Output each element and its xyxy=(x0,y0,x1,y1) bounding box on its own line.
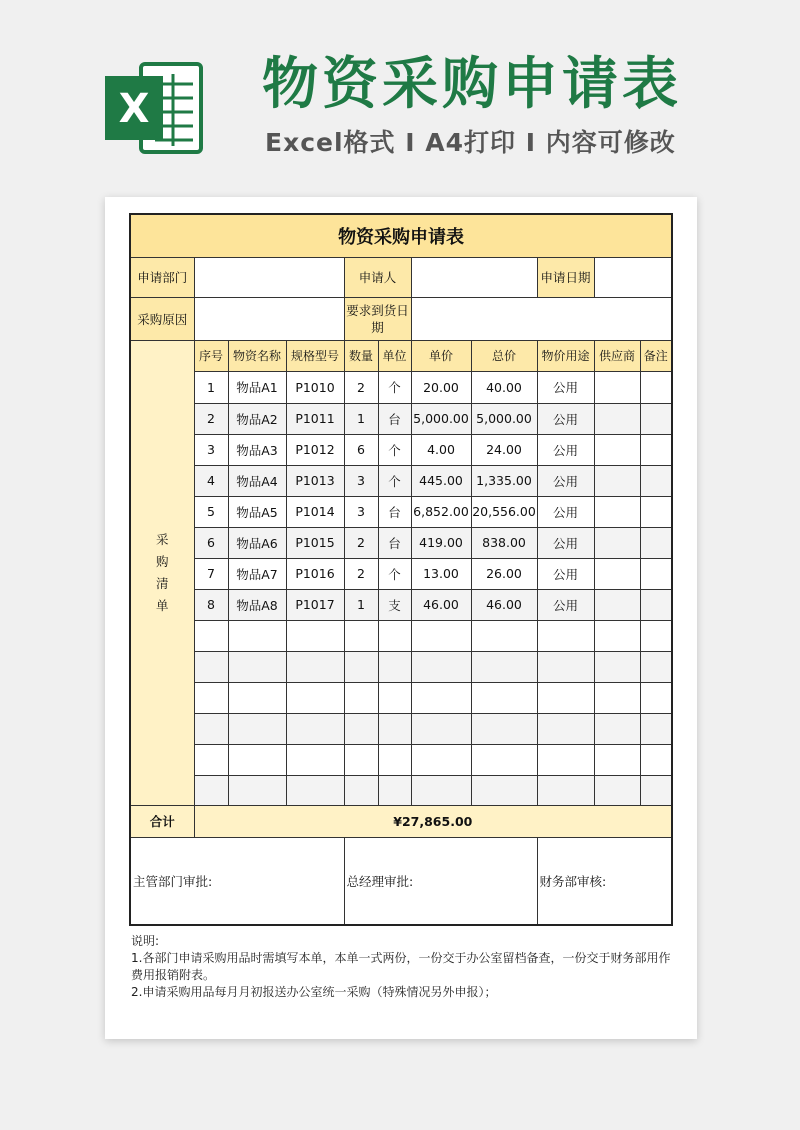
dept-label: 申请部门 xyxy=(130,257,194,297)
table-cell[interactable]: P1014 xyxy=(286,496,344,527)
table-cell[interactable]: 5,000.00 xyxy=(411,403,471,434)
notes-line-2: 2.申请采购用品每月月初报送办公室统一采购（特殊情况另外申报）； xyxy=(131,985,497,999)
table-cell[interactable]: 个 xyxy=(378,371,411,403)
table-row xyxy=(130,434,672,465)
total-value: ¥27,865.00 xyxy=(194,805,672,837)
table-cell[interactable] xyxy=(537,744,594,775)
table-cell[interactable] xyxy=(411,744,471,775)
table-cell[interactable] xyxy=(228,620,286,651)
table-row xyxy=(130,620,672,651)
table-cell[interactable] xyxy=(194,620,228,651)
table-cell[interactable]: 1 xyxy=(194,371,228,403)
table-cell[interactable] xyxy=(640,620,672,651)
table-cell[interactable]: 支 xyxy=(378,589,411,620)
table-cell[interactable]: 838.00 xyxy=(471,527,537,558)
col-header: 物价用途 xyxy=(537,340,594,371)
table-cell[interactable] xyxy=(594,465,640,496)
table-cell[interactable] xyxy=(594,371,640,403)
table-cell[interactable] xyxy=(194,682,228,713)
notes xyxy=(131,933,676,1001)
table-cell[interactable] xyxy=(640,651,672,682)
table-cell[interactable] xyxy=(411,651,471,682)
table-cell[interactable] xyxy=(194,651,228,682)
table-cell[interactable] xyxy=(640,403,672,434)
table-cell[interactable]: 公用 xyxy=(537,403,594,434)
table-cell[interactable]: 6 xyxy=(344,434,378,465)
table-cell[interactable] xyxy=(594,589,640,620)
col-header: 供应商 xyxy=(594,340,640,371)
table-cell[interactable]: 4 xyxy=(194,465,228,496)
table-cell[interactable]: 公用 xyxy=(537,589,594,620)
col-header: 备注 xyxy=(640,340,672,371)
table-cell[interactable]: 8 xyxy=(194,589,228,620)
col-header: 数量 xyxy=(344,340,378,371)
table-cell[interactable] xyxy=(471,713,537,744)
notes-line-1: 1.各部门申请采购用品时需填写本单，本单一式两份，一份交于办公室留档备查，一份交于财务部用作费用报销附表。 xyxy=(131,951,671,982)
table-cell[interactable] xyxy=(640,682,672,713)
table-cell[interactable]: 台 xyxy=(378,496,411,527)
table-cell[interactable]: 物品A3 xyxy=(228,434,286,465)
col-header: 规格型号 xyxy=(286,340,344,371)
date-label: 申请日期 xyxy=(537,257,594,297)
table-row xyxy=(130,403,672,434)
table-cell[interactable]: 1,335.00 xyxy=(471,465,537,496)
table-cell[interactable] xyxy=(194,744,228,775)
col-header: 序号 xyxy=(194,340,228,371)
table-cell[interactable] xyxy=(537,620,594,651)
table-cell[interactable] xyxy=(640,371,672,403)
table-cell[interactable]: 物品A2 xyxy=(228,403,286,434)
table-cell[interactable] xyxy=(594,558,640,589)
table-row xyxy=(130,589,672,620)
table-cell[interactable] xyxy=(640,465,672,496)
table-cell[interactable] xyxy=(594,713,640,744)
table-cell[interactable]: 1 xyxy=(344,403,378,434)
table-cell[interactable] xyxy=(286,620,344,651)
table-row xyxy=(130,713,672,744)
table-cell[interactable] xyxy=(471,651,537,682)
table-cell[interactable]: 公用 xyxy=(537,496,594,527)
table-cell[interactable] xyxy=(194,713,228,744)
gm-approval[interactable]: 总经理审批: xyxy=(344,837,537,925)
banner-subtitle: Excel格式 I A4打印 I 内容可修改 xyxy=(265,128,676,157)
banner xyxy=(0,0,800,195)
arrival-date-label: 要求到货日期 xyxy=(344,297,411,340)
table-cell[interactable] xyxy=(286,775,344,805)
table-cell[interactable] xyxy=(344,651,378,682)
table-cell[interactable]: 2 xyxy=(344,558,378,589)
table-cell[interactable]: 个 xyxy=(378,558,411,589)
table-cell[interactable] xyxy=(228,651,286,682)
table-cell[interactable]: 公用 xyxy=(537,527,594,558)
table-cell[interactable] xyxy=(344,682,378,713)
table-cell[interactable]: 3 xyxy=(344,465,378,496)
table-cell[interactable] xyxy=(594,775,640,805)
col-header: 单位 xyxy=(378,340,411,371)
table-cell[interactable]: 物品A7 xyxy=(228,558,286,589)
table-cell[interactable] xyxy=(378,744,411,775)
table-row xyxy=(130,558,672,589)
table-cell[interactable]: 2 xyxy=(344,371,378,403)
table-cell[interactable]: 个 xyxy=(378,434,411,465)
table-cell[interactable] xyxy=(378,682,411,713)
table-row xyxy=(130,775,672,805)
table-cell[interactable]: 13.00 xyxy=(411,558,471,589)
table-cell[interactable]: 419.00 xyxy=(411,527,471,558)
table-cell[interactable] xyxy=(471,682,537,713)
table-cell[interactable] xyxy=(286,713,344,744)
table-cell[interactable] xyxy=(640,527,672,558)
svg-text:X: X xyxy=(118,86,150,132)
table-cell[interactable] xyxy=(286,744,344,775)
table-cell[interactable]: 公用 xyxy=(537,465,594,496)
table-cell[interactable] xyxy=(471,744,537,775)
dept-field[interactable] xyxy=(194,257,344,297)
table-cell[interactable] xyxy=(411,620,471,651)
table-cell[interactable]: 40.00 xyxy=(471,371,537,403)
form-title: 物资采购申请表 xyxy=(130,214,672,257)
table-cell[interactable]: 公用 xyxy=(537,558,594,589)
table-cell[interactable]: 物品A5 xyxy=(228,496,286,527)
table-cell[interactable] xyxy=(594,682,640,713)
table-cell[interactable]: 20.00 xyxy=(411,371,471,403)
table-cell[interactable] xyxy=(378,620,411,651)
arrival-date-field[interactable] xyxy=(411,297,672,340)
table-cell[interactable] xyxy=(594,434,640,465)
table-cell[interactable]: P1013 xyxy=(286,465,344,496)
table-row xyxy=(130,465,672,496)
table-row xyxy=(130,371,672,403)
col-header: 物资名称 xyxy=(228,340,286,371)
table-cell[interactable]: 台 xyxy=(378,403,411,434)
table-cell[interactable] xyxy=(228,775,286,805)
table-cell[interactable] xyxy=(411,775,471,805)
table-cell[interactable]: 445.00 xyxy=(411,465,471,496)
table-cell[interactable] xyxy=(471,775,537,805)
table-cell[interactable]: 6,852.00 xyxy=(411,496,471,527)
table-cell[interactable]: 公用 xyxy=(537,434,594,465)
table-cell[interactable]: 26.00 xyxy=(471,558,537,589)
table-cell[interactable] xyxy=(286,682,344,713)
table-cell[interactable]: 2 xyxy=(194,403,228,434)
table-cell[interactable]: P1016 xyxy=(286,558,344,589)
banner-title: 物资采购申请表 xyxy=(262,52,682,117)
table-cell[interactable] xyxy=(640,744,672,775)
table-cell[interactable]: 物品A4 xyxy=(228,465,286,496)
dept-head-approval[interactable]: 主管部门审批: xyxy=(130,837,344,925)
table-cell[interactable] xyxy=(228,682,286,713)
table-cell[interactable] xyxy=(378,651,411,682)
table-cell[interactable]: 4.00 xyxy=(411,434,471,465)
table-cell[interactable] xyxy=(640,775,672,805)
date-field[interactable] xyxy=(594,257,672,297)
table-cell[interactable]: 物品A8 xyxy=(228,589,286,620)
purchase-list-label: 采购清单 xyxy=(130,340,194,805)
table-cell[interactable] xyxy=(594,527,640,558)
table-cell[interactable]: 5 xyxy=(194,496,228,527)
table-cell[interactable] xyxy=(640,558,672,589)
table-cell[interactable] xyxy=(640,713,672,744)
table-cell[interactable]: 3 xyxy=(194,434,228,465)
table-row xyxy=(130,682,672,713)
table-cell[interactable] xyxy=(286,651,344,682)
table-cell[interactable]: 公用 xyxy=(537,371,594,403)
table-cell[interactable]: 24.00 xyxy=(471,434,537,465)
table-cell[interactable] xyxy=(640,589,672,620)
purchase-request-form xyxy=(129,213,673,926)
table-cell[interactable] xyxy=(537,775,594,805)
table-cell[interactable] xyxy=(378,713,411,744)
table-cell[interactable] xyxy=(537,713,594,744)
reason-field[interactable] xyxy=(194,297,344,340)
table-cell[interactable] xyxy=(594,620,640,651)
table-cell[interactable]: P1015 xyxy=(286,527,344,558)
table-cell[interactable]: 5,000.00 xyxy=(471,403,537,434)
table-cell[interactable]: 台 xyxy=(378,527,411,558)
table-cell[interactable]: 7 xyxy=(194,558,228,589)
table-cell[interactable] xyxy=(344,744,378,775)
table-cell[interactable]: 个 xyxy=(378,465,411,496)
table-row xyxy=(130,744,672,775)
table-cell[interactable]: P1010 xyxy=(286,371,344,403)
table-cell[interactable]: P1012 xyxy=(286,434,344,465)
table-cell[interactable]: 物品A6 xyxy=(228,527,286,558)
table-cell[interactable] xyxy=(344,713,378,744)
applicant-label: 申请人 xyxy=(344,257,411,297)
table-cell[interactable]: 46.00 xyxy=(471,589,537,620)
table-cell[interactable]: 物品A1 xyxy=(228,371,286,403)
table-cell[interactable]: 46.00 xyxy=(411,589,471,620)
col-header: 单价 xyxy=(411,340,471,371)
table-cell[interactable] xyxy=(594,651,640,682)
finance-approval[interactable]: 财务部审核: xyxy=(537,837,672,925)
table-row xyxy=(130,527,672,558)
table-row xyxy=(130,496,672,527)
table-cell[interactable] xyxy=(228,713,286,744)
table-cell[interactable] xyxy=(471,620,537,651)
table-cell[interactable] xyxy=(228,744,286,775)
table-cell[interactable] xyxy=(594,496,640,527)
table-cell[interactable]: 6 xyxy=(194,527,228,558)
table-cell[interactable] xyxy=(194,775,228,805)
table-cell[interactable] xyxy=(344,620,378,651)
table-cell[interactable] xyxy=(594,403,640,434)
applicant-field[interactable] xyxy=(411,257,537,297)
total-label: 合计 xyxy=(130,805,194,837)
table-cell[interactable]: P1011 xyxy=(286,403,344,434)
table-cell[interactable]: 2 xyxy=(344,527,378,558)
table-cell[interactable]: 3 xyxy=(344,496,378,527)
notes-heading: 说明: xyxy=(131,934,160,948)
excel-logo-icon xyxy=(103,58,203,158)
table-cell[interactable] xyxy=(344,775,378,805)
table-cell[interactable] xyxy=(537,682,594,713)
table-cell[interactable] xyxy=(594,744,640,775)
table-cell[interactable]: P1017 xyxy=(286,589,344,620)
table-row xyxy=(130,651,672,682)
table-cell[interactable]: 20,556.00 xyxy=(471,496,537,527)
table-cell[interactable] xyxy=(640,496,672,527)
table-cell[interactable] xyxy=(378,775,411,805)
table-cell[interactable] xyxy=(640,434,672,465)
table-cell[interactable] xyxy=(537,651,594,682)
table-cell[interactable] xyxy=(411,682,471,713)
reason-label: 采购原因 xyxy=(130,297,194,340)
table-cell[interactable] xyxy=(411,713,471,744)
table-cell[interactable]: 1 xyxy=(344,589,378,620)
col-header: 总价 xyxy=(471,340,537,371)
